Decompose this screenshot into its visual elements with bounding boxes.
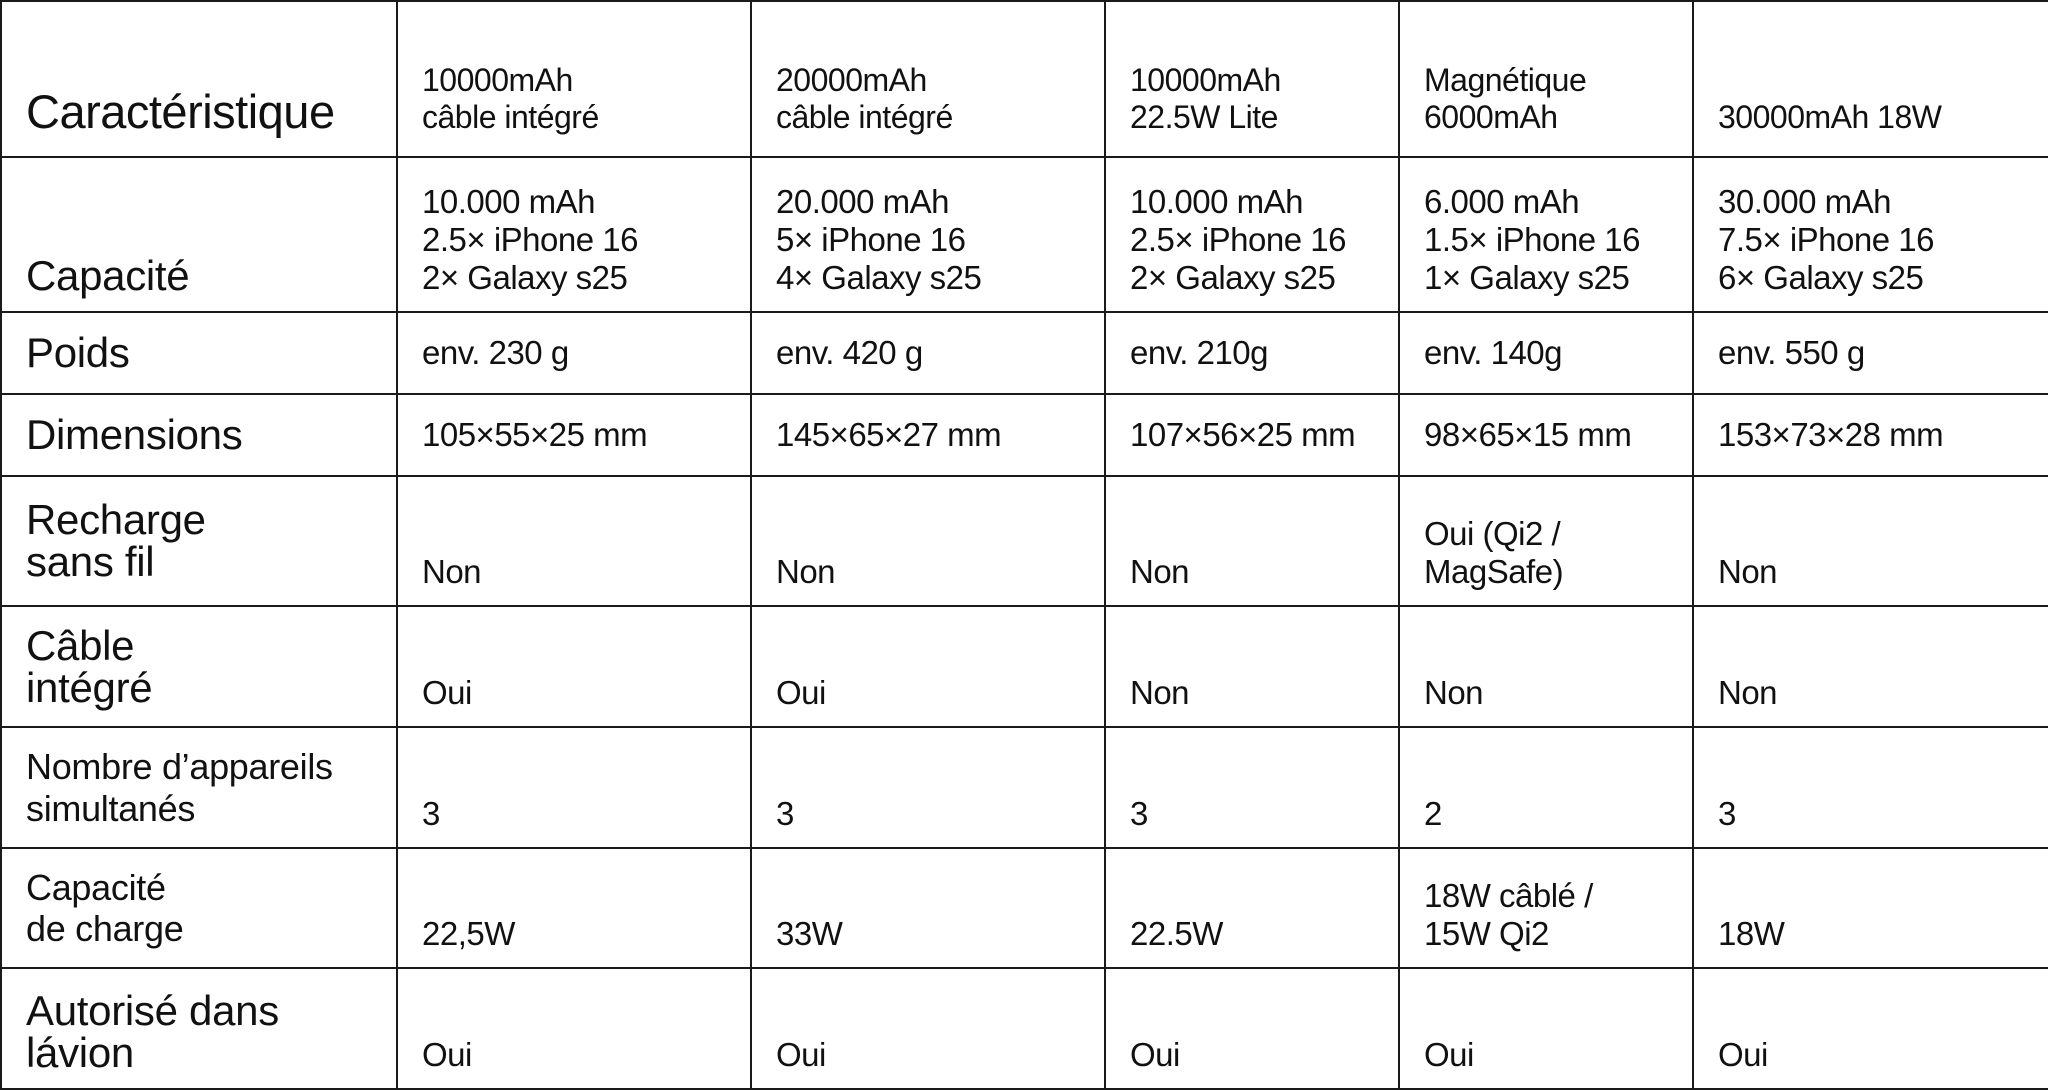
row-label: Dimensions: [1, 394, 397, 476]
table-cell: 3: [1693, 727, 2048, 848]
table-cell: env. 550 g: [1693, 312, 2048, 394]
table-cell: Oui: [1399, 968, 1693, 1089]
table-cell: Non: [1399, 606, 1693, 727]
table-cell: 3: [1105, 727, 1399, 848]
table-row-dimensions: [1, 394, 2048, 476]
table-cell: 3: [751, 727, 1105, 848]
row-label: Capacité: [1, 157, 397, 312]
table-cell: 20.000 mAh 5× iPhone 16 4× Galaxy s25: [751, 157, 1105, 312]
row-label: Capacité de charge: [1, 848, 397, 968]
table-cell: 10.000 mAh 2.5× iPhone 16 2× Galaxy s25: [1105, 157, 1399, 312]
row-label: Autorisé dans lávion: [1, 968, 397, 1089]
table-row-recharge-sans-fil: [1, 476, 2048, 606]
table-cell: 2: [1399, 727, 1693, 848]
table-cell: 18W câblé / 15W Qi2: [1399, 848, 1693, 968]
table-row-capacite: [1, 157, 2048, 312]
column-header: 10000mAh câble intégré: [397, 1, 751, 157]
table-cell: 98×65×15 mm: [1399, 394, 1693, 476]
table-row-nombre-appareils: [1, 727, 2048, 848]
table-cell: Non: [1105, 476, 1399, 606]
column-header: 30000mAh 18W: [1693, 1, 2048, 157]
table-cell: Non: [1693, 606, 2048, 727]
row-label: Câble intégré: [1, 606, 397, 727]
table-cell: 30.000 mAh 7.5× iPhone 16 6× Galaxy s25: [1693, 157, 2048, 312]
table-cell: Oui: [751, 968, 1105, 1089]
table-cell: 3: [397, 727, 751, 848]
table-cell: env. 230 g: [397, 312, 751, 394]
table-cell: Oui: [1693, 968, 2048, 1089]
table-cell: 18W: [1693, 848, 2048, 968]
table-cell: Oui (Qi2 / MagSafe): [1399, 476, 1693, 606]
table-cell: env. 140g: [1399, 312, 1693, 394]
table-row-poids: [1, 312, 2048, 394]
column-header: 20000mAh câble intégré: [751, 1, 1105, 157]
table-cell: 33W: [751, 848, 1105, 968]
table-cell: Non: [751, 476, 1105, 606]
table-cell: 153×73×28 mm: [1693, 394, 2048, 476]
table-cell: Non: [1693, 476, 2048, 606]
table-cell: Oui: [397, 606, 751, 727]
table-header-row: [1, 1, 2048, 157]
row-label: Poids: [1, 312, 397, 394]
row-label: Recharge sans fil: [1, 476, 397, 606]
table-cell: 105×55×25 mm: [397, 394, 751, 476]
table-cell: Oui: [751, 606, 1105, 727]
header-label: Caractéristique: [1, 1, 397, 157]
table-cell: 145×65×27 mm: [751, 394, 1105, 476]
table-cell: env. 420 g: [751, 312, 1105, 394]
table-cell: 10.000 mAh 2.5× iPhone 16 2× Galaxy s25: [397, 157, 751, 312]
table-cell: Oui: [397, 968, 751, 1089]
column-header: Magnétique 6000mAh: [1399, 1, 1693, 157]
table-cell: Non: [1105, 606, 1399, 727]
table-cell: 6.000 mAh 1.5× iPhone 16 1× Galaxy s25: [1399, 157, 1693, 312]
table-cell: 22.5W: [1105, 848, 1399, 968]
table-row-autorise-avion: [1, 968, 2048, 1089]
table-cell: 107×56×25 mm: [1105, 394, 1399, 476]
table-row-capacite-de-charge: [1, 848, 2048, 968]
table-cell: env. 210g: [1105, 312, 1399, 394]
table-cell: Oui: [1105, 968, 1399, 1089]
table-cell: Non: [397, 476, 751, 606]
table-row-cable-integre: [1, 606, 2048, 727]
column-header: 10000mAh 22.5W Lite: [1105, 1, 1399, 157]
table-cell: 22,5W: [397, 848, 751, 968]
row-label: Nombre d’appareils simultanés: [1, 727, 397, 848]
